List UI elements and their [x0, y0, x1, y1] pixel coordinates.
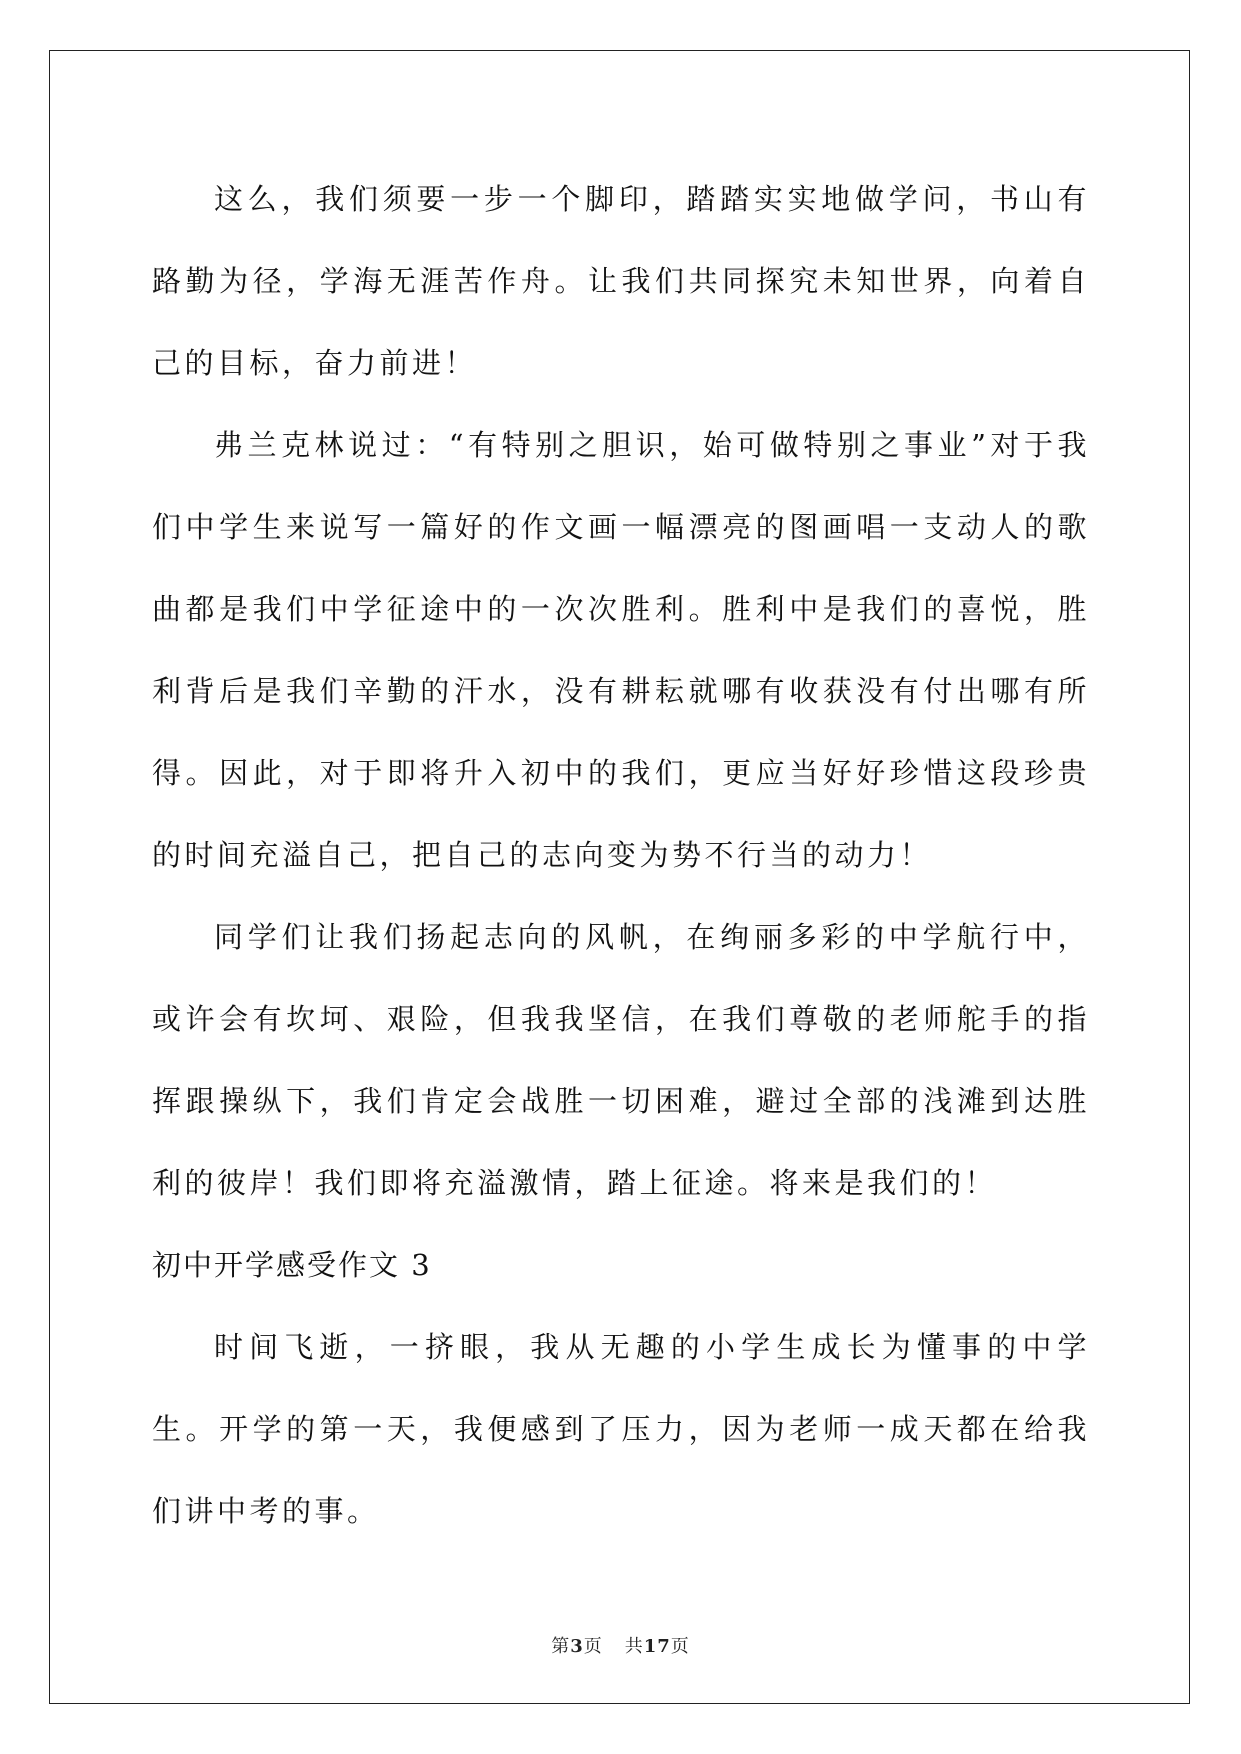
section-heading: 初中开学感受作文 3	[152, 1248, 432, 1282]
total-prefix: 共	[624, 1636, 644, 1657]
paragraph-4: 时间飞逝，一挤眼，我从无趣的小学生成长为懂事的中学生。开学的第一天，我便感到了压力，因为老师一成天都在给我们讲中考的事。	[152, 1330, 1090, 1528]
page-prefix: 第	[551, 1636, 571, 1657]
page-number: 3	[570, 1636, 584, 1657]
total-pages: 17	[643, 1636, 671, 1657]
document-body	[152, 158, 1090, 1552]
paragraph-1: 这么，我们须要一步一个脚印，踏踏实实地做学问，书山有路勤为径，学海无涯苦作舟。让我们共同探究未知世界，向着自己的目标，奋力前进！	[152, 182, 1090, 380]
page-suffix: 页	[583, 1636, 603, 1657]
paragraph-3: 同学们让我们扬起志向的风帆，在绚丽多彩的中学航行中，或许会有坎坷、艰险，但我我坚信，在我们尊敬的老师舵手的指挥跟操纵下，我们肯定会战胜一切困难，避过全部的浅滩到达胜利的彼岸！我们即将充溢激情，踏上征途。将来是我们的！	[152, 920, 1090, 1200]
page-footer	[0, 1632, 1241, 1658]
paragraph-2: 弗兰克林说过：“有特别之胆识，始可做特别之事业”对于我们中学生来说写一篇好的作文画一幅漂亮的图画唱一支动人的歌曲都是我们中学征途中的一次次胜利。胜利中是我们的喜悦，胜利背后是我们辛勤的汗水，没有耕耘就哪有收获没有付出哪有所得。因此，对于即将升入初中的我们，更应当好好珍惜这段珍贵的时间充溢自己，把自己的志向变为势不行当的动力！	[152, 428, 1090, 872]
total-suffix: 页	[670, 1636, 690, 1657]
